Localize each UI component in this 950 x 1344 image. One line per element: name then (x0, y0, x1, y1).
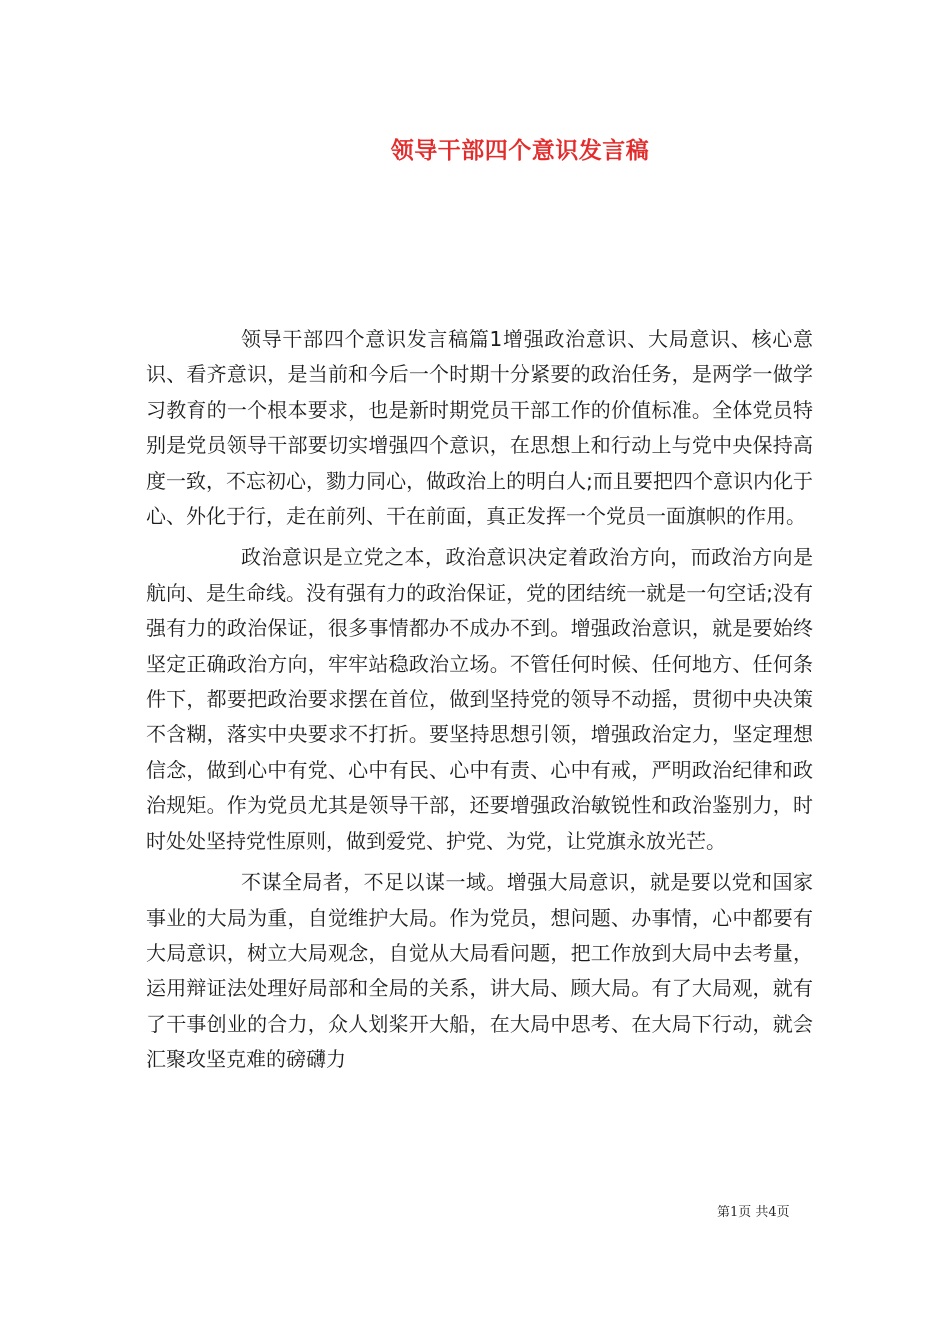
paragraph-1: 领导干部四个意识发言稿篇1增强政治意识、大局意识、核心意识、看齐意识，是当前和今后一个时期十分紧要的政治任务，是两学一做学习教育的一个根本要求，也是新时期党员干部工作的价值标准。全体党员特别是党员领导干部要切实增强四个意识，在思想上和行动上与党中央保持高度一致，不忘初心，勠力同心，做政治上的明白人;而且要把四个意识内化于心、外化于行，走在前列、干在前面，真正发挥一个党员一面旗帜的作用。 (146, 327, 813, 529)
page-number-footer: 第1页 共4页 (717, 1205, 790, 1220)
document-body (146, 322, 813, 1084)
paragraph-2: 政治意识是立党之本，政治意识决定着政治方向，而政治方向是航向、是生命线。没有强有力的政治保证，党的团结统一就是一句空话;没有强有力的政治保证，很多事情都办不成办不到。增强政治意识，就是要始终坚定正确政治方向，牢牢站稳政治立场。不管任何时候、任何地方、任何条件下，都要把政治要求摆在首位，做到坚持党的领导不动摇，贯彻中央决策不含糊，落实中央要求不打折。要坚持思想引领，增强政治定力，坚定理想信念，做到心中有党、心中有民、心中有责、心中有戒，严明政治纪律和政治规矩。作为党员尤其是领导干部，还要增强政治敏锐性和政治鉴别力，时时处处坚持党性原则，做到爱党、护党、为党，让党旗永放光芒。 (146, 545, 813, 853)
document-title: 领导干部四个意识发言稿 (390, 137, 650, 164)
paragraph-3: 不谋全局者，不足以谋一域。增强大局意识，就是要以党和国家事业的大局为重，自觉维护大局。作为党员，想问题、办事情，心中都要有大局意识，树立大局观念，自觉从大局看问题，把工作放到大局中去考量，运用辩证法处理好局部和全局的关系，讲大局、顾大局。有了大局观，就有了干事创业的合力，众人划桨开大船，在大局中思考、在大局下行动，就会汇聚攻坚克难的磅礴力 (146, 870, 813, 1072)
